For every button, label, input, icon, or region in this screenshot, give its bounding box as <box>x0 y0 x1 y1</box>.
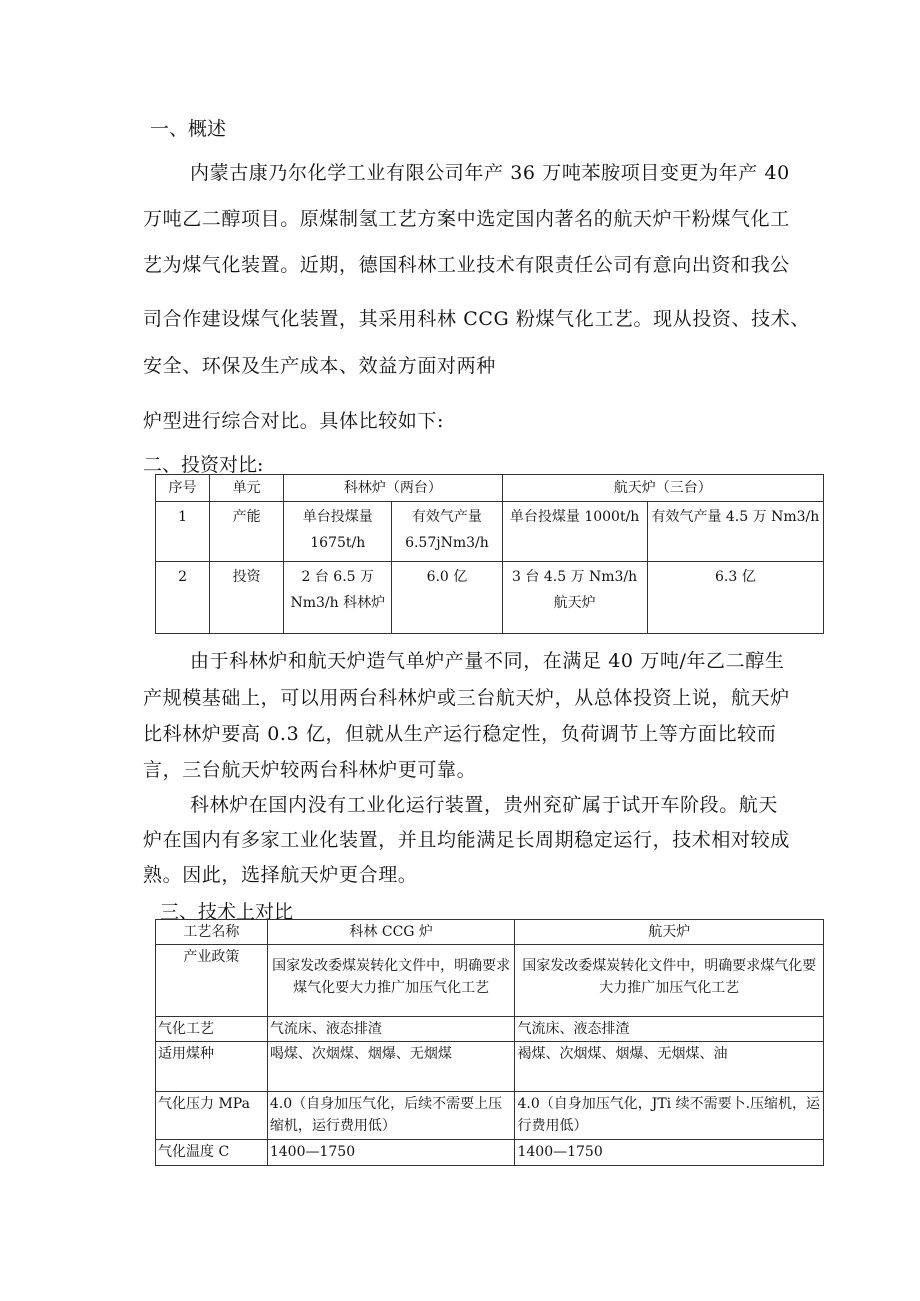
paragraph-line: 熟。因此，选择航天炉更合理。 <box>143 864 418 886</box>
table-cell: 2 台 6.5 万 Nm3/h 科林炉 <box>284 562 392 634</box>
paragraph-line: 炉在国内有多家工业化装置，并且均能满足长周期稳定运行，技术相对较成 <box>143 829 790 851</box>
table-row <box>156 1017 824 1042</box>
table-header-row <box>156 920 824 945</box>
row-number: 1 <box>156 502 210 562</box>
paragraph-line: 万吨乙二醇项目。原煤制氢工艺方案中选定国内著名的航天炉干粉煤气化工 <box>143 208 790 230</box>
row-unit: 产能 <box>210 502 284 562</box>
table-row <box>156 1042 824 1092</box>
row-name: 产业政策 <box>156 945 268 1017</box>
paragraph-line: 言，三台航天炉较两台科林炉更可靠。 <box>143 759 477 781</box>
paragraph-line: 内蒙古康乃尔化学工业有限公司年产 36 万吨苯胺项目变更为年产 40 <box>190 162 790 184</box>
table-cell: 1400—1750 <box>515 1140 824 1166</box>
paragraph-line: 科林炉在国内没有工业化运行装置，贵州兖矿属于试开车阶段。航天 <box>190 794 779 816</box>
table-cell: 1400—1750 <box>267 1140 515 1166</box>
header-cell: 单元 <box>210 475 284 502</box>
table-row <box>156 562 824 634</box>
table-cell: 4.0（自身加压气化，后续不需要上压缩机，运行费用低） <box>267 1092 515 1140</box>
row-name: 适用煤种 <box>156 1042 268 1092</box>
table-cell: 单台投煤量 1675t/h <box>284 502 392 562</box>
table-cell: 有效气产量 4.5 万 Nm3/h <box>647 502 823 562</box>
table-cell: 国家发改委煤炭转化文件中，明确要求煤气化要大力推广加压气化工艺 <box>515 945 824 1017</box>
table-cell: 6.3 亿 <box>647 562 823 634</box>
header-cell: 航天炉 <box>515 920 824 945</box>
row-number: 2 <box>156 562 210 634</box>
table-row <box>156 502 824 562</box>
table-row <box>156 1140 824 1166</box>
header-cell: 工艺名称 <box>156 920 268 945</box>
row-name: 气化压力 MPa <box>156 1092 268 1140</box>
table-cell: 4.0（自身加压气化，JTi 续不需要卜.压缩机，运行费用低） <box>515 1092 824 1140</box>
header-cell: 科林 CCG 炉 <box>267 920 515 945</box>
paragraph-line: 司合作建设煤气化装置，其采用科林 CCG 粉煤气化工艺。现从投资、技术、 <box>143 308 810 330</box>
header-cell: 序号 <box>156 475 210 502</box>
table-cell: 气流床、液态排渣 <box>515 1017 824 1042</box>
investment-table <box>155 474 824 634</box>
section-3-heading: 三、技术上对比 <box>160 901 294 923</box>
section-1-heading: 一、概述 <box>150 118 227 140</box>
table-header-row <box>156 475 824 502</box>
paragraph-line: 炉型进行综合对比。具体比较如下: <box>143 410 445 432</box>
paragraph-line: 艺为煤气化装置。近期，德国科林工业技术有限责任公司有意向出资和我公 <box>143 254 790 276</box>
table-row <box>156 1092 824 1140</box>
section-2-heading: 二、投资对比: <box>143 454 264 476</box>
technology-table <box>155 919 824 1166</box>
row-name: 气化温度 C <box>156 1140 268 1166</box>
table-cell: 国家发改委煤炭转化文件中，明确要求煤气化要大力推广加压气化工艺 <box>267 945 515 1017</box>
row-unit: 投资 <box>210 562 284 634</box>
table-cell: 3 台 4.5 万 Nm3/h 航天炉 <box>502 562 647 634</box>
table-cell: 褐煤、次烟煤、烟爆、无烟煤、油 <box>515 1042 824 1092</box>
paragraph-line: 安全、环保及生产成本、效益方面对两种 <box>143 355 496 377</box>
paragraph-line: 比科林炉要高 0.3 亿，但就从生产运行稳定性，负荷调节上等方面比较而 <box>143 723 777 745</box>
table-row <box>156 945 824 1017</box>
table-cell: 有效气产量 6.57jNm3/h <box>392 502 502 562</box>
table-cell: 喝煤、次烟煤、烟爆、无烟煤 <box>267 1042 515 1092</box>
header-cell: 航天炉（三台） <box>502 475 824 502</box>
paragraph-line: 产规模基础上，可以用两台科林炉或三台航天炉，从总体投资上说，航天炉 <box>143 687 790 709</box>
row-name: 气化工艺 <box>156 1017 268 1042</box>
paragraph-line: 由于科林炉和航天炉造气单炉产量不同，在满足 40 万吨/年乙二醇生 <box>190 650 785 672</box>
table-cell: 单台投煤量 1000t/h <box>502 502 647 562</box>
table-cell: 气流床、液态排渣 <box>267 1017 515 1042</box>
header-cell: 科林炉（两台） <box>284 475 502 502</box>
table-cell: 6.0 亿 <box>392 562 502 634</box>
